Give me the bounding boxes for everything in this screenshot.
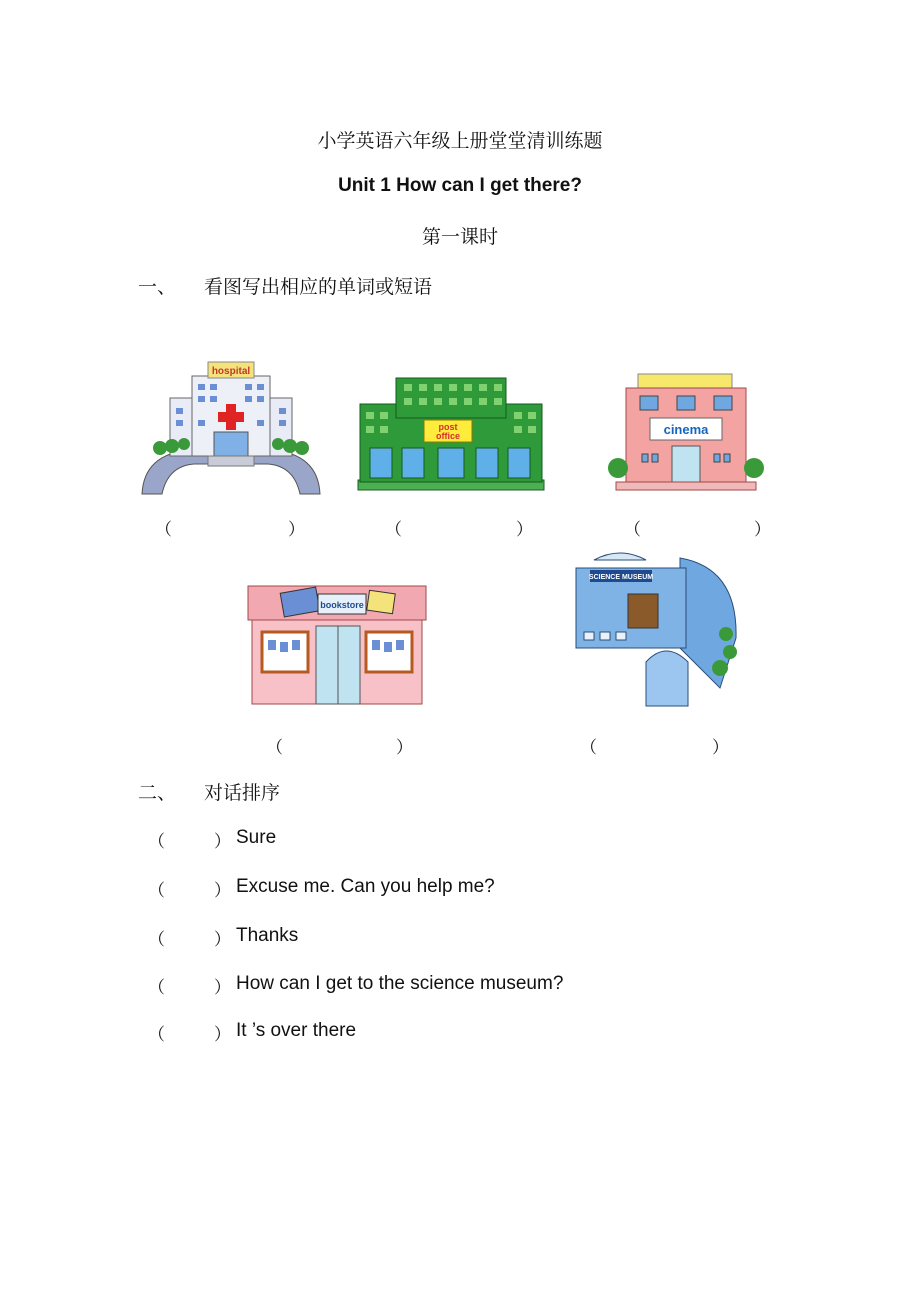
dialogue-text: It ’s over there	[236, 1020, 357, 1041]
order-blank-close: ）	[214, 832, 231, 851]
post-office-sign-line1: post	[438, 422, 458, 432]
order-blank-open: （	[148, 978, 165, 997]
answer-blank-1-close: ）	[288, 520, 305, 540]
order-blank-open: （	[148, 930, 165, 949]
post-office-icon	[356, 376, 546, 492]
post-office-sign-line2: office	[435, 431, 461, 441]
bookstore-icon	[244, 584, 430, 706]
order-blank-open: （	[148, 832, 165, 851]
science-museum-sign: SCIENCE MUSEUM	[588, 574, 654, 581]
answer-blank-5-close: ）	[712, 738, 729, 758]
order-blank-open: （	[148, 1025, 165, 1044]
order-blank-close: ）	[214, 978, 231, 997]
section1-number: 一、	[138, 276, 177, 298]
unit-title: Unit 1 How can I get there?	[338, 175, 582, 196]
answer-blank-4-close: ）	[396, 738, 413, 758]
lesson-label: 第一课时	[421, 226, 498, 248]
section2-instruction: 对话排序	[204, 782, 281, 804]
order-blank-close: ）	[214, 930, 231, 949]
cinema-icon	[604, 372, 768, 494]
science-museum-icon	[570, 548, 742, 708]
order-blank-open: （	[148, 881, 165, 900]
answer-blank-3-close: ）	[754, 520, 771, 540]
hospital-icon	[140, 358, 322, 498]
dialogue-text: Thanks	[236, 925, 299, 946]
answer-blank-2-close: ）	[516, 520, 533, 540]
answer-blank-5-open: （	[580, 738, 597, 758]
order-blank-close: ）	[214, 1025, 231, 1044]
section1-instruction: 看图写出相应的单词或短语	[204, 276, 433, 298]
bookstore-sign: bookstore	[320, 600, 364, 610]
cinema-sign: cinema	[663, 422, 709, 437]
worksheet-title: 小学英语六年级上册堂堂清训练题	[317, 130, 603, 152]
answer-blank-4-open: （	[266, 738, 283, 758]
answer-blank-3-open: （	[624, 520, 641, 540]
section2-number: 二、	[138, 782, 177, 804]
dialogue-text: How can I get to the science museum?	[236, 973, 564, 994]
order-blank-close: ）	[214, 881, 231, 900]
hospital-sign: hospital	[211, 366, 251, 377]
dialogue-text: Excuse me. Can you help me?	[236, 876, 495, 897]
answer-blank-2-open: （	[385, 520, 402, 540]
dialogue-text: Sure	[236, 827, 277, 848]
answer-blank-1-open: （	[155, 520, 172, 540]
